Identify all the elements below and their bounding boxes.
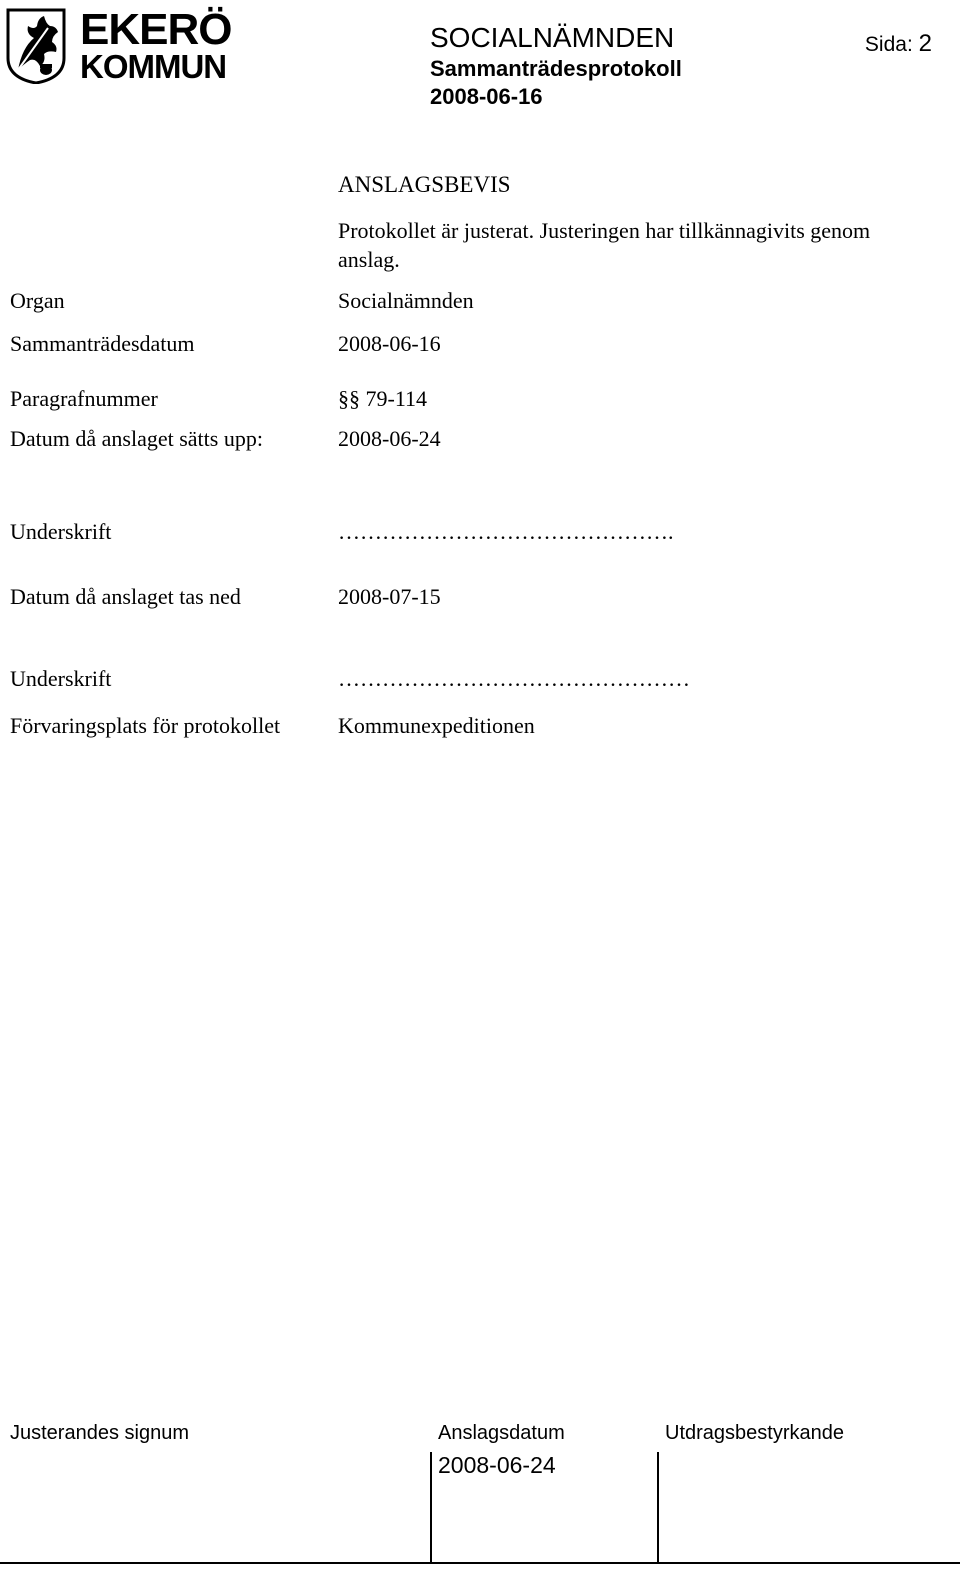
- header-subtitle: Sammanträdesprotokoll: [430, 56, 682, 81]
- footer-divider-1: [430, 1452, 432, 1563]
- signature2-label: Underskrift: [10, 666, 112, 691]
- signature1-line: ……………………………………….: [338, 519, 674, 544]
- paragraph-value: §§ 79-114: [338, 386, 428, 411]
- header-date: 2008-06-16: [430, 84, 543, 109]
- organ-label: Organ: [10, 288, 65, 313]
- page-indicator: [865, 30, 932, 58]
- page-number: 2: [918, 30, 932, 57]
- logo-text: [80, 5, 232, 85]
- paragraph-label: Paragrafnummer: [10, 386, 158, 411]
- footer-bottom-rule: [0, 1562, 960, 1564]
- posted-date-value: 2008-06-24: [338, 426, 441, 451]
- signature1-label: Underskrift: [10, 519, 112, 544]
- notice-text: Protokollet är justerat. Justeringen har tillkännagivits genom anslag.: [338, 218, 871, 272]
- organ-value: Socialnämnden: [338, 288, 474, 313]
- logo-line1: EKERÖ: [80, 5, 232, 54]
- footer-anslagsdatum-value: 2008-06-24: [438, 1452, 556, 1478]
- footer-signum-label: Justerandes signum: [10, 1422, 189, 1444]
- removed-date-value: 2008-07-15: [338, 584, 441, 609]
- notice-heading: ANSLAGSBEVIS: [338, 172, 511, 197]
- footer-anslagsdatum-label: Anslagsdatum: [438, 1422, 565, 1444]
- footer-divider-2: [657, 1452, 659, 1563]
- ekero-kommun-logo: [4, 5, 232, 86]
- signature2-line: …………………………………………: [338, 666, 690, 691]
- meeting-date-label: Sammanträdesdatum: [10, 331, 195, 356]
- page-label: Sida:: [864, 33, 913, 56]
- storage-label: Förvaringsplats för protokollet: [10, 713, 281, 738]
- oak-leaf-emblem-icon: [4, 8, 68, 84]
- posted-date-label: Datum då anslaget sätts upp:: [10, 426, 263, 451]
- removed-date-label: Datum då anslaget tas ned: [10, 584, 241, 609]
- logo-line2: KOMMUN: [80, 48, 227, 85]
- header-title: SOCIALNÄMNDEN: [430, 22, 675, 53]
- meeting-date-value: 2008-06-16: [338, 331, 441, 356]
- storage-value: Kommunexpeditionen: [338, 713, 535, 738]
- footer-utdrag-label: Utdragsbestyrkande: [665, 1422, 844, 1444]
